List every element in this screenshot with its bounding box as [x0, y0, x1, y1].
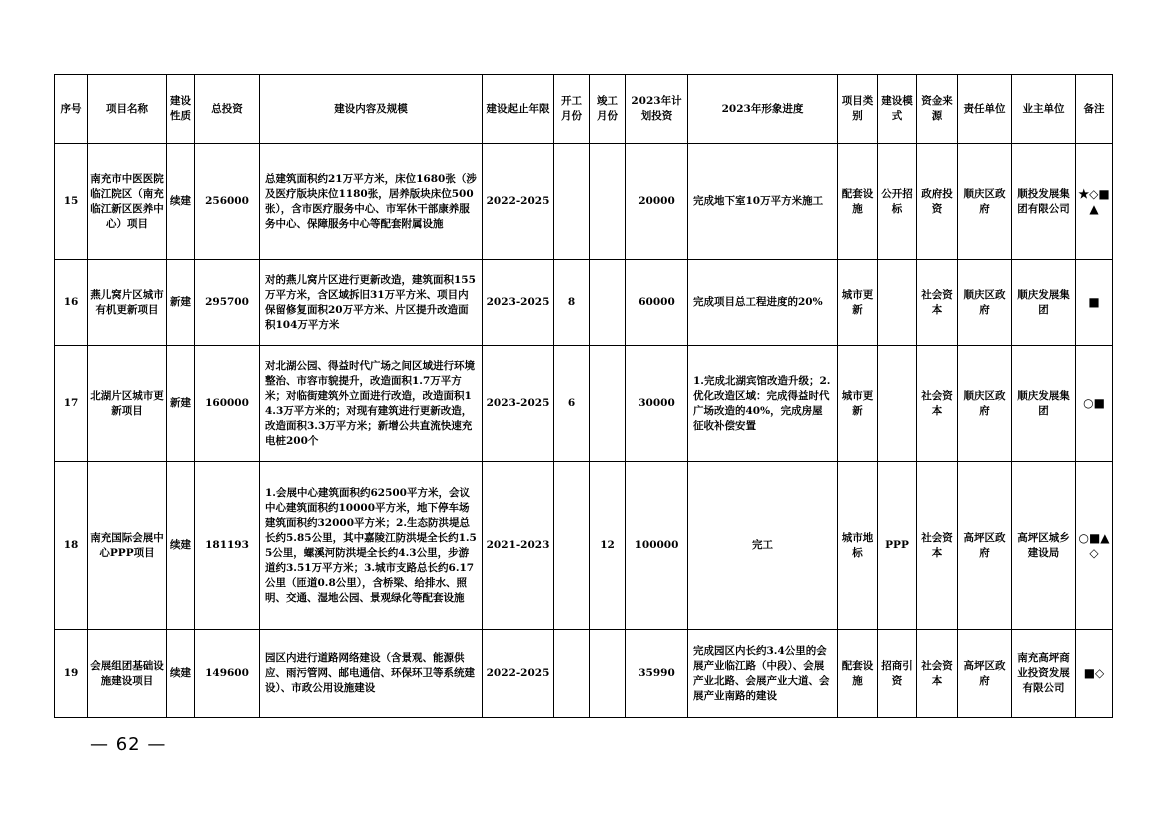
cell-invest: 160000	[195, 346, 260, 462]
cell-period: 2022-2025	[483, 630, 554, 718]
cell-period: 2021-2023	[483, 462, 554, 630]
cell-plan-invest: 60000	[626, 260, 688, 346]
header-owner: 业主单位	[1012, 75, 1076, 144]
cell-nature: 续建	[167, 144, 195, 260]
header-invest: 总投资	[195, 75, 260, 144]
table-row	[55, 260, 1113, 346]
cell-name: 燕儿窝片区城市有机更新项目	[88, 260, 167, 346]
cell-seq: 15	[55, 144, 88, 260]
cell-invest: 295700	[195, 260, 260, 346]
header-progress: 2023年形象进度	[688, 75, 838, 144]
cell-seq: 16	[55, 260, 88, 346]
cell-end-month	[590, 144, 626, 260]
cell-progress: 完工	[688, 462, 838, 630]
table-row	[55, 346, 1113, 462]
cell-period: 2023-2025	[483, 260, 554, 346]
cell-note: ○■▲◇	[1076, 462, 1113, 630]
cell-note: ★◇■▲	[1076, 144, 1113, 260]
cell-unit: 顺庆区政府	[958, 346, 1012, 462]
cell-note: ■◇	[1076, 630, 1113, 718]
cell-plan-invest: 30000	[626, 346, 688, 462]
cell-nature: 续建	[167, 630, 195, 718]
cell-nature: 新建	[167, 346, 195, 462]
cell-nature: 续建	[167, 462, 195, 630]
header-name: 项目名称	[88, 75, 167, 144]
cell-progress: 完成园区内长约3.4公里的会展产业临江路（中段）、会展产业北路、会展产业大道、会展产业南路的建设	[688, 630, 838, 718]
cell-plan-invest: 20000	[626, 144, 688, 260]
cell-unit: 顺庆区政府	[958, 144, 1012, 260]
header-seq: 序号	[55, 75, 88, 144]
cell-mode: 公开招标	[878, 144, 917, 260]
cell-invest: 256000	[195, 144, 260, 260]
cell-unit: 高坪区政府	[958, 462, 1012, 630]
cell-category: 城市更新	[838, 260, 878, 346]
table-row	[55, 462, 1113, 630]
table-row	[55, 630, 1113, 718]
cell-seq: 18	[55, 462, 88, 630]
cell-content: 对的燕儿窝片区进行更新改造，建筑面积155万平方米，含区域拆旧31万平方米、项目内保留修复面积20万平方米、片区提升改造面积104万平方米	[260, 260, 483, 346]
cell-category: 配套设施	[838, 630, 878, 718]
cell-owner: 顺庆发展集团	[1012, 260, 1076, 346]
cell-owner: 高坪区城乡建设局	[1012, 462, 1076, 630]
cell-invest: 149600	[195, 630, 260, 718]
cell-name: 南充国际会展中心PPP项目	[88, 462, 167, 630]
cell-content: 1.会展中心建筑面积约62500平方米，会议中心建筑面积约10000平方米，地下停车场建筑面积约32000平方米；2.生态防洪堤总长约5.85公里，其中嘉陵江防洪堤全长约1.55公里，螺溪河防洪堤全长约4.3公里，步游道约3.51万平方米；3.城市支路总长约6.17公里（匝道0.8公里），含桥梁、给排水、照明、交通、湿地公园、景观绿化等配套设施	[260, 462, 483, 630]
header-content: 建设内容及规模	[260, 75, 483, 144]
table-row	[55, 144, 1113, 260]
cell-name: 会展组团基础设施建设项目	[88, 630, 167, 718]
header-unit: 责任单位	[958, 75, 1012, 144]
cell-fund: 社会资本	[917, 462, 958, 630]
header-plan-invest: 2023年计划投资	[626, 75, 688, 144]
cell-content: 总建筑面积约21万平方米，床位1680张（涉及医疗版块床位1180张，居养版块床位500张），含市医疗服务中心、市军休干部康养服务中心、保障服务中心等配套附属设施	[260, 144, 483, 260]
cell-mode	[878, 260, 917, 346]
cell-content: 对北湖公园、得益时代广场之间区域进行环境整治、市容市貌提升，改造面积1.7万平方米；对临街建筑外立面进行改造，改造面积14.3万平方米的；对现有建筑进行更新改造，改造面积3.3万平方米；新增公共直流快速充电桩200个	[260, 346, 483, 462]
cell-note: ■	[1076, 260, 1113, 346]
cell-period: 2022-2025	[483, 144, 554, 260]
header-mode: 建设模式	[878, 75, 917, 144]
cell-plan-invest: 100000	[626, 462, 688, 630]
cell-mode: 招商引资	[878, 630, 917, 718]
project-table	[54, 74, 1113, 718]
cell-name: 北湖片区城市更新项目	[88, 346, 167, 462]
header-category: 项目类别	[838, 75, 878, 144]
cell-unit: 高坪区政府	[958, 630, 1012, 718]
cell-unit: 顺庆区政府	[958, 260, 1012, 346]
cell-progress: 完成项目总工程进度的20%	[688, 260, 838, 346]
cell-owner: 南充高坪商业投资发展有限公司	[1012, 630, 1076, 718]
cell-seq: 19	[55, 630, 88, 718]
cell-nature: 新建	[167, 260, 195, 346]
cell-fund: 政府投资	[917, 144, 958, 260]
cell-progress: 1.完成北湖宾馆改造升级；2.优化改造区域：完成得益时代广场改造的40%，完成房屋征收补偿安置	[688, 346, 838, 462]
cell-fund: 社会资本	[917, 630, 958, 718]
header-note: 备注	[1076, 75, 1113, 144]
cell-seq: 17	[55, 346, 88, 462]
cell-period: 2023-2025	[483, 346, 554, 462]
cell-owner: 顺投发展集团有限公司	[1012, 144, 1076, 260]
cell-progress: 完成地下室10万平方米施工	[688, 144, 838, 260]
cell-name: 南充市中医医院临江院区（南充临江新区医养中心）项目	[88, 144, 167, 260]
cell-plan-invest: 35990	[626, 630, 688, 718]
header-period: 建设起止年限	[483, 75, 554, 144]
cell-mode: PPP	[878, 462, 917, 630]
cell-invest: 181193	[195, 462, 260, 630]
cell-category: 城市地标	[838, 462, 878, 630]
cell-fund: 社会资本	[917, 346, 958, 462]
cell-start-month: 8	[554, 260, 590, 346]
header-row	[55, 75, 1113, 144]
cell-note: ○■	[1076, 346, 1113, 462]
cell-end-month	[590, 346, 626, 462]
cell-fund: 社会资本	[917, 260, 958, 346]
cell-end-month: 12	[590, 462, 626, 630]
cell-mode	[878, 346, 917, 462]
cell-category: 配套设施	[838, 144, 878, 260]
cell-end-month	[590, 260, 626, 346]
cell-start-month	[554, 144, 590, 260]
header-end-month: 竣工月份	[590, 75, 626, 144]
header-start-month: 开工月份	[554, 75, 590, 144]
cell-start-month	[554, 462, 590, 630]
cell-start-month: 6	[554, 346, 590, 462]
cell-owner: 顺庆发展集团	[1012, 346, 1076, 462]
cell-category: 城市更新	[838, 346, 878, 462]
header-fund: 资金来源	[917, 75, 958, 144]
header-nature: 建设性质	[167, 75, 195, 144]
cell-end-month	[590, 630, 626, 718]
cell-start-month	[554, 630, 590, 718]
page-number: — 62 —	[90, 734, 167, 755]
cell-content: 园区内进行道路网络建设（含景观、能源供应、雨污管网、邮电通信、环保环卫等系统建设）、市政公用设施建设	[260, 630, 483, 718]
